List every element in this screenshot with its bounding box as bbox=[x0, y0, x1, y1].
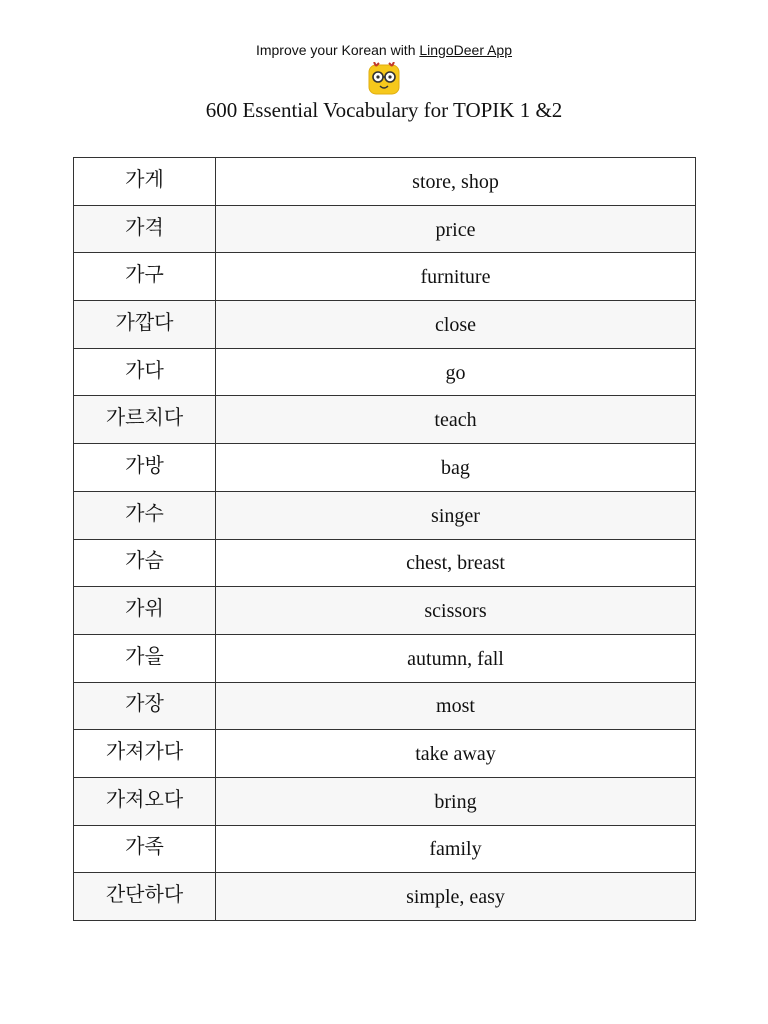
english-meaning-cell: bring bbox=[216, 777, 696, 825]
english-meaning-cell: price bbox=[216, 205, 696, 253]
korean-word-cell: 가게 bbox=[74, 158, 216, 206]
promo-text: Improve your Korean with bbox=[255, 42, 420, 58]
english-meaning-cell: store, shop bbox=[216, 158, 696, 206]
table-row bbox=[74, 396, 696, 444]
english-meaning-cell: furniture bbox=[216, 253, 696, 301]
english-meaning-cell: take away bbox=[216, 730, 696, 778]
english-meaning-cell: most bbox=[216, 682, 696, 730]
table-row bbox=[74, 539, 696, 587]
page-title: 600 Essential Vocabulary for TOPIK 1 &2 bbox=[205, 98, 563, 122]
korean-word-cell: 가르치다 bbox=[74, 396, 216, 444]
english-meaning-cell: singer bbox=[216, 491, 696, 539]
lingodeer-logo-icon bbox=[366, 62, 402, 96]
promo-line bbox=[0, 42, 768, 58]
table-row bbox=[74, 682, 696, 730]
table-row bbox=[74, 158, 696, 206]
english-meaning-cell: close bbox=[216, 301, 696, 349]
table-row bbox=[74, 301, 696, 349]
korean-word-cell: 가위 bbox=[74, 587, 216, 635]
korean-word-cell: 가구 bbox=[74, 253, 216, 301]
korean-word-cell: 가슴 bbox=[74, 539, 216, 587]
korean-word-cell: 가수 bbox=[74, 491, 216, 539]
korean-word-cell: 가다 bbox=[74, 348, 216, 396]
english-meaning-cell: teach bbox=[216, 396, 696, 444]
english-meaning-cell: chest, breast bbox=[216, 539, 696, 587]
table-row bbox=[74, 777, 696, 825]
english-meaning-cell: bag bbox=[216, 444, 696, 492]
table-row bbox=[74, 587, 696, 635]
table-row bbox=[74, 444, 696, 492]
korean-word-cell: 가장 bbox=[74, 682, 216, 730]
table-row bbox=[74, 634, 696, 682]
table-row bbox=[74, 205, 696, 253]
english-meaning-cell: simple, easy bbox=[216, 873, 696, 921]
vocabulary-table bbox=[73, 157, 696, 921]
table-row bbox=[74, 491, 696, 539]
korean-word-cell: 가방 bbox=[74, 444, 216, 492]
table-row bbox=[74, 825, 696, 873]
table-row bbox=[74, 730, 696, 778]
english-meaning-cell: family bbox=[216, 825, 696, 873]
english-meaning-cell: go bbox=[216, 348, 696, 396]
table-row bbox=[74, 348, 696, 396]
lingodeer-app-link[interactable]: LingoDeer App bbox=[419, 42, 513, 58]
korean-word-cell: 가을 bbox=[74, 634, 216, 682]
korean-word-cell: 가격 bbox=[74, 205, 216, 253]
korean-word-cell: 가족 bbox=[74, 825, 216, 873]
table-row bbox=[74, 873, 696, 921]
table-row bbox=[74, 253, 696, 301]
korean-word-cell: 가깝다 bbox=[74, 301, 216, 349]
english-meaning-cell: scissors bbox=[216, 587, 696, 635]
korean-word-cell: 간단하다 bbox=[74, 873, 216, 921]
english-meaning-cell: autumn, fall bbox=[216, 634, 696, 682]
korean-word-cell: 가져오다 bbox=[74, 777, 216, 825]
korean-word-cell: 가져가다 bbox=[74, 730, 216, 778]
